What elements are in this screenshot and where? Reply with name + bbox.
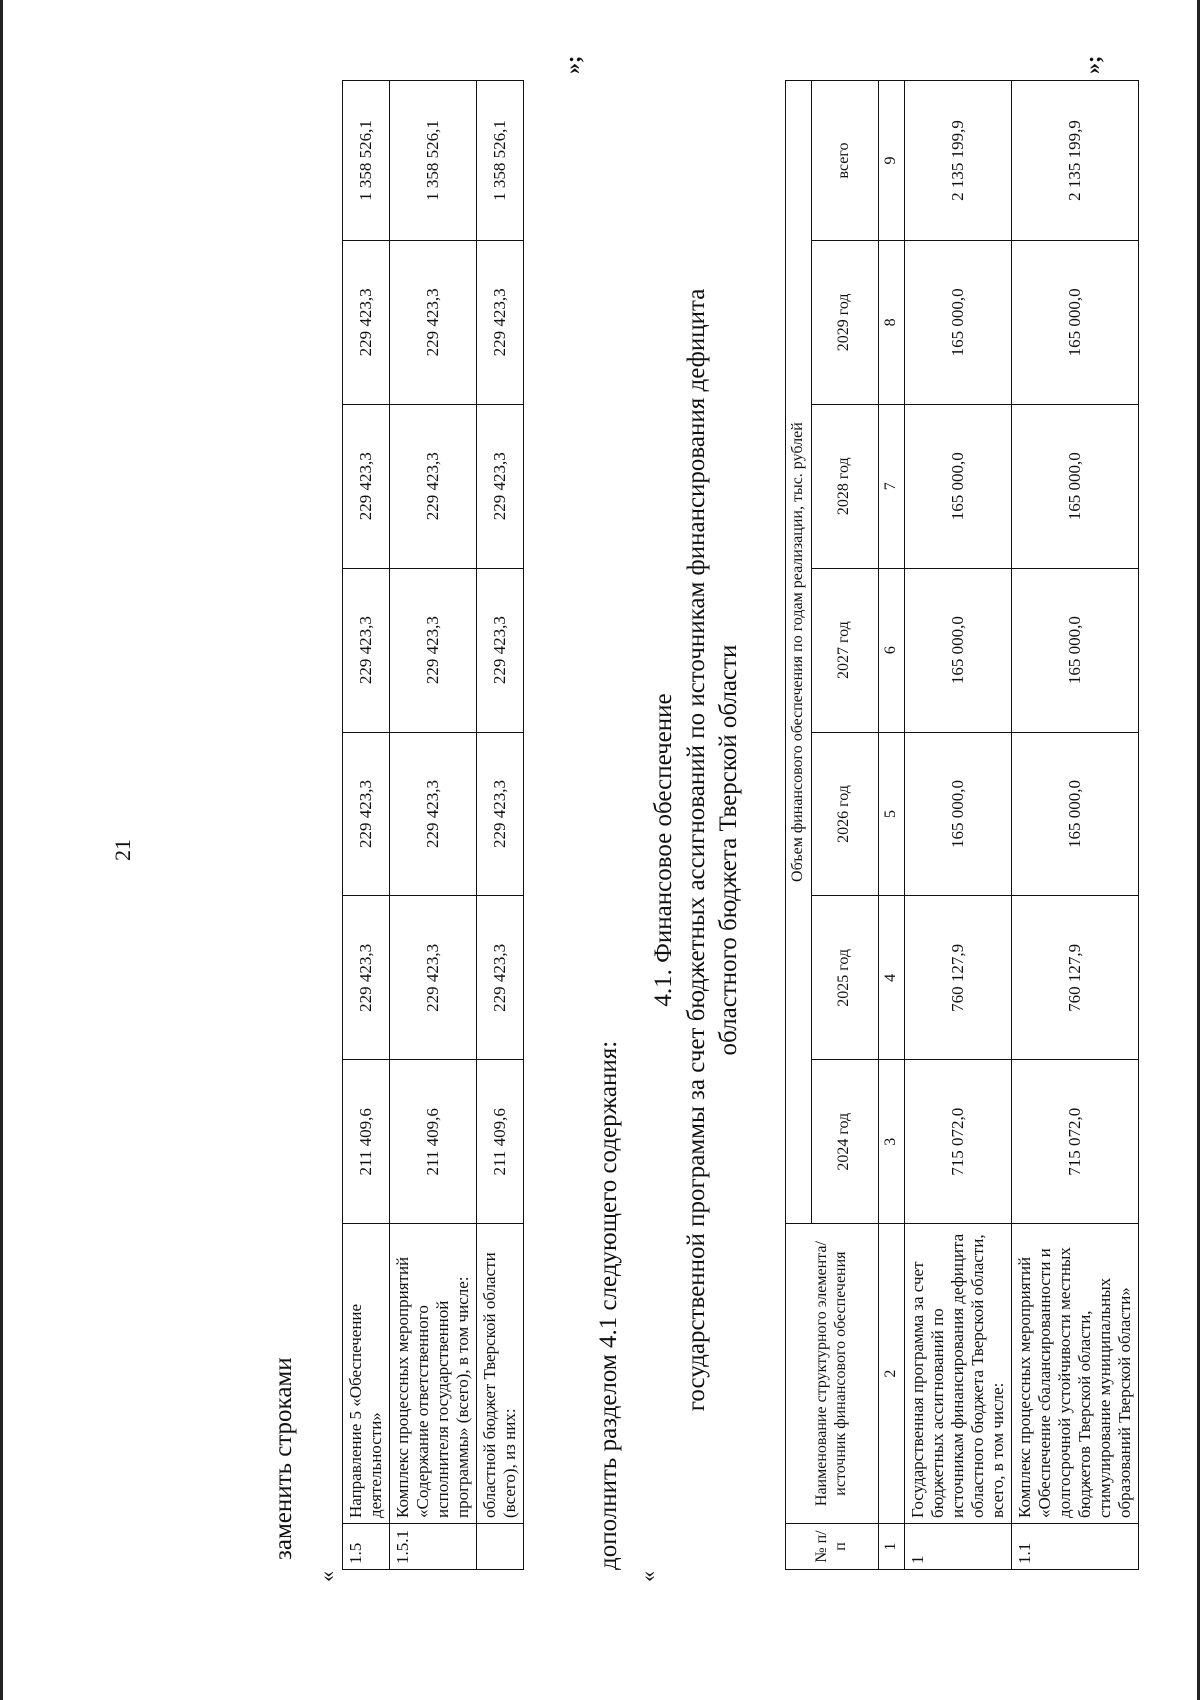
cell-total: 2 135 199,9 bbox=[904, 81, 1011, 241]
header-year: 2027 год bbox=[811, 568, 878, 732]
cell-2026: 165 000,0 bbox=[1011, 732, 1138, 896]
header-row bbox=[786, 81, 812, 1570]
row-number: 1.5.1 bbox=[390, 1524, 477, 1570]
cell-total: 1 358 526,1 bbox=[343, 81, 390, 241]
cell-2025: 760 127,9 bbox=[1011, 896, 1138, 1060]
cell-2027: 229 423,3 bbox=[390, 568, 477, 732]
cell-2028: 165 000,0 bbox=[1011, 404, 1138, 568]
financing-table bbox=[785, 80, 1139, 1570]
rotated-page bbox=[80, 50, 1135, 1650]
header-total: всего bbox=[811, 81, 878, 241]
table-row bbox=[390, 81, 477, 1570]
cell-2024: 715 072,0 bbox=[904, 1060, 1011, 1224]
cell-2024: 211 409,6 bbox=[343, 1060, 390, 1224]
close-mark: »; bbox=[560, 55, 585, 74]
cell-2028: 229 423,3 bbox=[343, 404, 390, 568]
row-number bbox=[477, 1524, 524, 1570]
table-row bbox=[1011, 81, 1138, 1570]
heading-line: 4.1. Финансовое обеспечение bbox=[650, 693, 677, 1007]
cell-2026: 229 423,3 bbox=[390, 732, 477, 896]
cell-2026: 229 423,3 bbox=[477, 732, 524, 896]
header-number: № п/п bbox=[786, 1524, 879, 1570]
column-number: 4 bbox=[878, 896, 904, 1060]
row-number: 1.5 bbox=[343, 1524, 390, 1570]
column-number: 8 bbox=[878, 240, 904, 404]
cell-total: 1 358 526,1 bbox=[477, 81, 524, 241]
table-row bbox=[904, 81, 1011, 1570]
close-mark: »; bbox=[1080, 55, 1105, 74]
cell-total: 2 135 199,9 bbox=[1011, 81, 1138, 241]
column-number: 7 bbox=[878, 404, 904, 568]
header-year: 2026 год bbox=[811, 732, 878, 896]
cell-2025: 229 423,3 bbox=[477, 896, 524, 1060]
column-number: 6 bbox=[878, 568, 904, 732]
header-year: 2029 год bbox=[811, 240, 878, 404]
column-number: 3 bbox=[878, 1060, 904, 1224]
table-row bbox=[343, 81, 390, 1570]
cell-2029: 165 000,0 bbox=[1011, 240, 1138, 404]
table-row bbox=[477, 81, 524, 1570]
cell-2024: 211 409,6 bbox=[390, 1060, 477, 1224]
cell-2025: 760 127,9 bbox=[904, 896, 1011, 1060]
header-name: Наименование структурного элемента/источник финансового обеспечения bbox=[786, 1224, 879, 1524]
column-number: 1 bbox=[878, 1524, 904, 1570]
cell-2028: 165 000,0 bbox=[904, 404, 1011, 568]
cell-2027: 165 000,0 bbox=[1011, 568, 1138, 732]
cell-2028: 229 423,3 bbox=[390, 404, 477, 568]
section-heading bbox=[648, 50, 746, 1650]
row-number: 1 bbox=[904, 1524, 1011, 1570]
header-year: 2028 год bbox=[811, 404, 878, 568]
cell-2026: 229 423,3 bbox=[343, 732, 390, 896]
replacement-rows-table bbox=[342, 80, 524, 1570]
open-quote: « bbox=[314, 1571, 339, 1582]
row-name: Комплекс процессных мероприятий «Содержание ответственного исполнителя государственной программы» (всего), в том числе: bbox=[390, 1224, 477, 1524]
cell-2026: 165 000,0 bbox=[904, 732, 1011, 896]
cell-2027: 165 000,0 bbox=[904, 568, 1011, 732]
row-name: Направление 5 «Обеспечение деятельности» bbox=[343, 1224, 390, 1524]
row-number: 1.1 bbox=[1011, 1524, 1138, 1570]
open-quote: « bbox=[635, 1571, 660, 1582]
cell-2029: 229 423,3 bbox=[477, 240, 524, 404]
page-number: 21 bbox=[110, 839, 135, 861]
scan-left-edge bbox=[0, 0, 3, 1700]
cell-2027: 229 423,3 bbox=[343, 568, 390, 732]
column-number: 2 bbox=[878, 1224, 904, 1524]
cell-2025: 229 423,3 bbox=[343, 896, 390, 1060]
header-year: 2025 год bbox=[811, 896, 878, 1060]
cell-2029: 229 423,3 bbox=[343, 240, 390, 404]
header-group: Объем финансового обеспечения по годам реализации, тыс. рублей bbox=[786, 81, 812, 1224]
row-name: областной бюджет Тверской области (всего), из них: bbox=[477, 1224, 524, 1524]
cell-2024: 211 409,6 bbox=[477, 1060, 524, 1224]
add-section-text: дополнить разделом 4.1 следующего содержания: bbox=[595, 1040, 622, 1570]
header-year: 2024 год bbox=[811, 1060, 878, 1224]
row-name: Комплекс процессных мероприятий «Обеспечение сбалансированности и долгосрочной устойчивости местных бюджетов Тверской области, стимулирование муниципальных образований Тверской области» bbox=[1011, 1224, 1138, 1524]
row-name: Государственная программа за счет бюджетных ассигнований по источникам финансирования дефицита областного бюджета Тверской области, всего, в том числе: bbox=[904, 1224, 1011, 1524]
column-numbers-row bbox=[878, 81, 904, 1570]
heading-line: областного бюджета Тверской области bbox=[715, 644, 742, 1056]
intro-text: заменить строками bbox=[270, 1357, 297, 1560]
cell-2028: 229 423,3 bbox=[477, 404, 524, 568]
cell-2027: 229 423,3 bbox=[477, 568, 524, 732]
cell-total: 1 358 526,1 bbox=[390, 81, 477, 241]
column-number: 9 bbox=[878, 81, 904, 241]
cell-2029: 229 423,3 bbox=[390, 240, 477, 404]
heading-line: государственной программы за счет бюджетных ассигнований по источникам финансирования дефицита bbox=[682, 288, 710, 1412]
cell-2024: 715 072,0 bbox=[1011, 1060, 1138, 1224]
column-number: 5 bbox=[878, 732, 904, 896]
cell-2029: 165 000,0 bbox=[904, 240, 1011, 404]
cell-2025: 229 423,3 bbox=[390, 896, 477, 1060]
